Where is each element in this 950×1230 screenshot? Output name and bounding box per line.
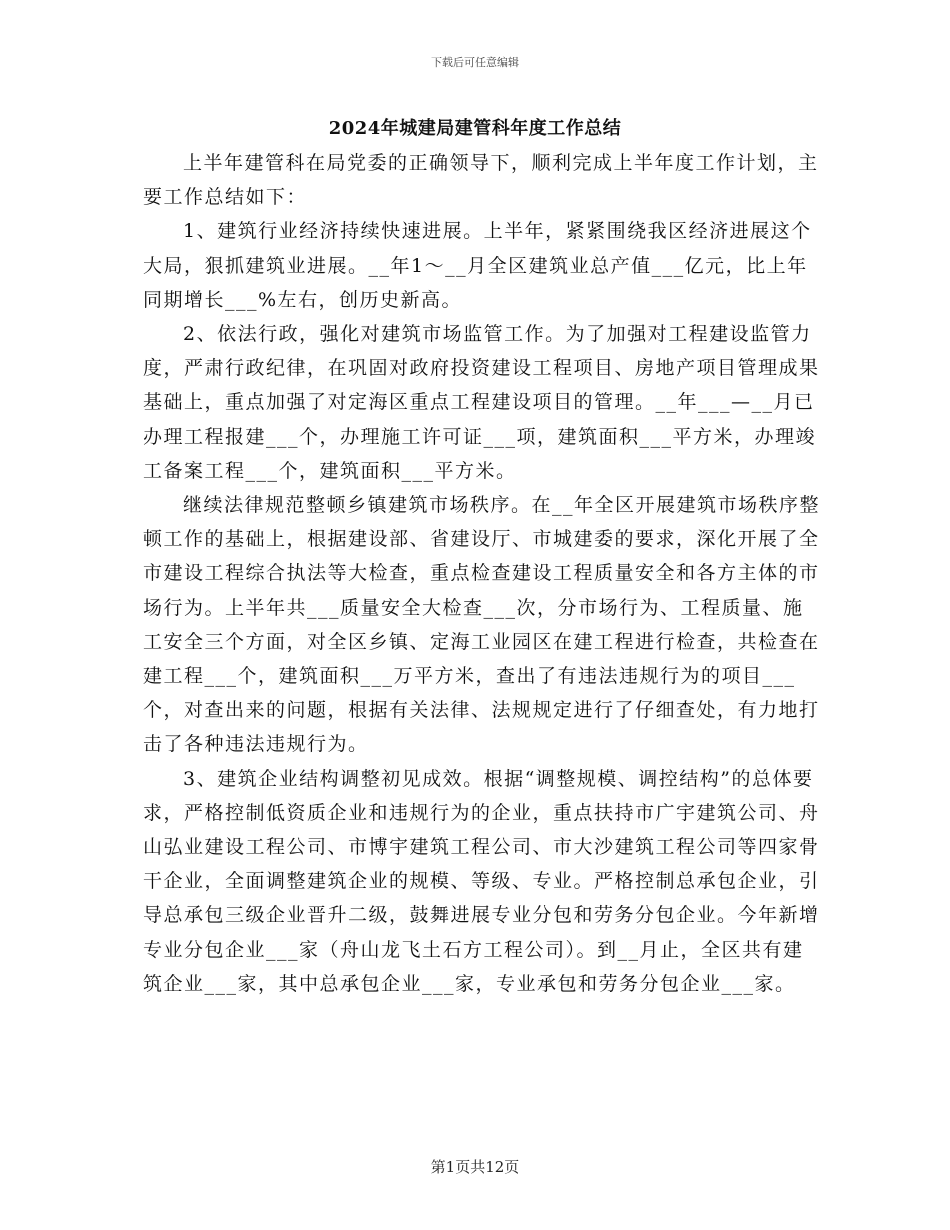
document-body — [143, 146, 823, 1001]
paragraph-market-supervision: 2、依法行政，强化对建筑市场监管工作。为了加强对工程建设监管力度，严肃行政纪律，在巩固对政府投资建设工程项目、房地产项目管理成果基础上，重点加强了对定海区重点工程建设项目的管理。__年___—__月已办理工程报建___个，办理施工许可证___项，建筑面积___平方米，办理竣工备案工程___个，建筑面积___平方米。 — [143, 323, 820, 482]
page-number: 第1页共12页 — [430, 1158, 520, 1176]
paragraph-intro: 上半年建管科在局党委的正确领导下，顺利完成上半年度工作计划，主要工作总结如下： — [143, 152, 819, 209]
document-title: 2024年城建局建管科年度工作总结 — [328, 118, 622, 139]
paragraph-market-order: 继续法律规范整顿乡镇建筑市场秩序。在__年全区开展建筑市场秩序整顿工作的基础上，根据建设部、省建设厅、市城建委的要求，深化开展了全市建设工程综合执法等大检查，重点检查建设工程质量安全和各方主体的市场行为。上半年共___质量安全大检查___次，分市场行为、工程质量、施工安全三个方面，对全区乡镇、定海工业园区在建工程进行检查，共检查在建工程___个，建筑面积___万平方米，查出了有违法违规行为的项目___个，对查出来的问题，根据有关法律、法规规定进行了仔细查处，有力地打击了各种违法违规行为。 — [143, 494, 821, 756]
paragraph-industry-growth: 1、建筑行业经济持续快速进展。上半年，紧紧围绕我区经济进展这个大局，狠抓建筑业进展。__年1～__月全区建筑业总产值___亿元，比上年同期增长___%左右，创历史新高。 — [143, 220, 812, 311]
page-header-note: 下载后可任意编辑 — [431, 56, 519, 69]
paragraph-enterprise-restructure: 3、建筑企业结构调整初见成效。根据“调整规模、调控结构”的总体要求，严格控制低资质企业和违规行为的企业，重点扶持市广宇建筑公司、舟山弘业建设工程公司、市博宇建筑工程公司、市大沙建筑工程公司等四家骨干企业，全面调整建筑企业的规模、等级、专业。严格控制总承包企业，引导总承包三级企业晋升二级，鼓舞进展专业分包和劳务分包企业。今年新增专业分包企业___家（舟山龙飞土石方工程公司）。到__月止，全区共有建筑企业___家，其中总承包企业___家，专业承包和劳务分包企业___家。 — [143, 767, 820, 995]
